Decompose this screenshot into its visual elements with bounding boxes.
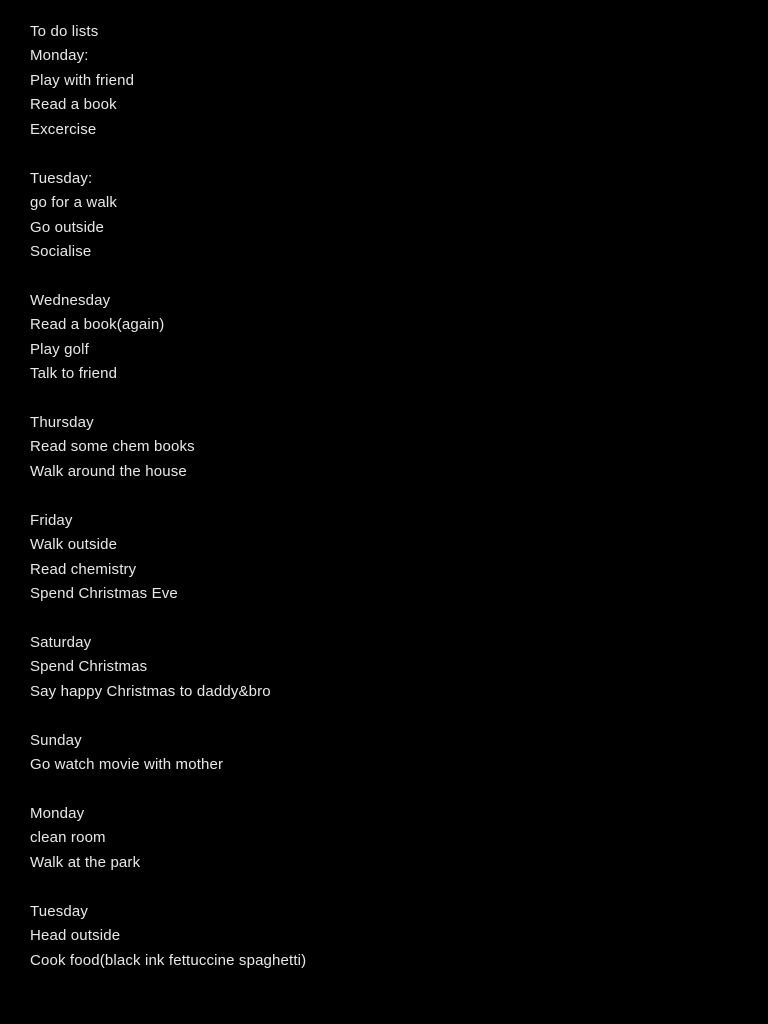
blank-line (30, 704, 730, 728)
list-item: Read some chem books (30, 438, 195, 456)
section-heading: Thursday (30, 414, 94, 431)
section-tuesday-2 (30, 900, 730, 973)
list-item: Read chemistry (30, 560, 137, 578)
blank-line (30, 778, 730, 802)
section-heading: Monday: (30, 47, 89, 65)
note-title: To do lists (30, 23, 99, 40)
list-item: Read a book(again) (30, 316, 165, 334)
section-heading: Sunday (30, 731, 82, 749)
list-item: Read a book (30, 96, 117, 114)
section-heading: Tuesday: (30, 169, 93, 187)
list-item: Play with friend (30, 71, 135, 89)
list-item: Excercise (30, 120, 97, 138)
blank-line (30, 387, 730, 411)
section-heading: Tuesday (30, 902, 89, 920)
list-item: clean room (30, 829, 106, 847)
list-item: go for a walk (30, 194, 117, 212)
blank-line (30, 607, 730, 631)
list-item: Talk to friend (30, 365, 118, 383)
section-thursday (30, 411, 730, 484)
section-heading: Wednesday (30, 291, 111, 309)
section-wednesday (30, 289, 730, 387)
list-item: Walk outside (30, 536, 118, 554)
list-item: Spend Christmas Eve (30, 585, 178, 603)
blank-line (30, 142, 730, 166)
section-heading: Saturday (30, 633, 92, 651)
section-heading: Friday (30, 511, 73, 529)
section-heading: Monday (30, 805, 85, 822)
section-monday-2 (30, 802, 730, 875)
section-sunday (30, 729, 730, 778)
blank-line (30, 875, 730, 899)
note-body[interactable] (30, 20, 730, 973)
list-item: Play golf (30, 340, 89, 358)
list-item: Say happy Christmas to daddy&bro (30, 682, 271, 700)
list-item: Cook food(black ink fettuccine spaghetti) (30, 951, 307, 969)
section-friday (30, 509, 730, 607)
list-item: Walk around the house (30, 462, 187, 480)
list-item: Spend Christmas (30, 658, 148, 676)
list-item: Walk at the park (30, 853, 141, 871)
blank-line (30, 264, 730, 288)
section-saturday (30, 631, 730, 704)
section-tuesday (30, 167, 730, 265)
list-item: Socialise (30, 242, 92, 260)
section-monday (30, 44, 730, 142)
list-item: Go outside (30, 218, 105, 236)
list-item: Go watch movie with mother (30, 756, 224, 774)
list-item: Head outside (30, 927, 121, 945)
blank-line (30, 484, 730, 508)
